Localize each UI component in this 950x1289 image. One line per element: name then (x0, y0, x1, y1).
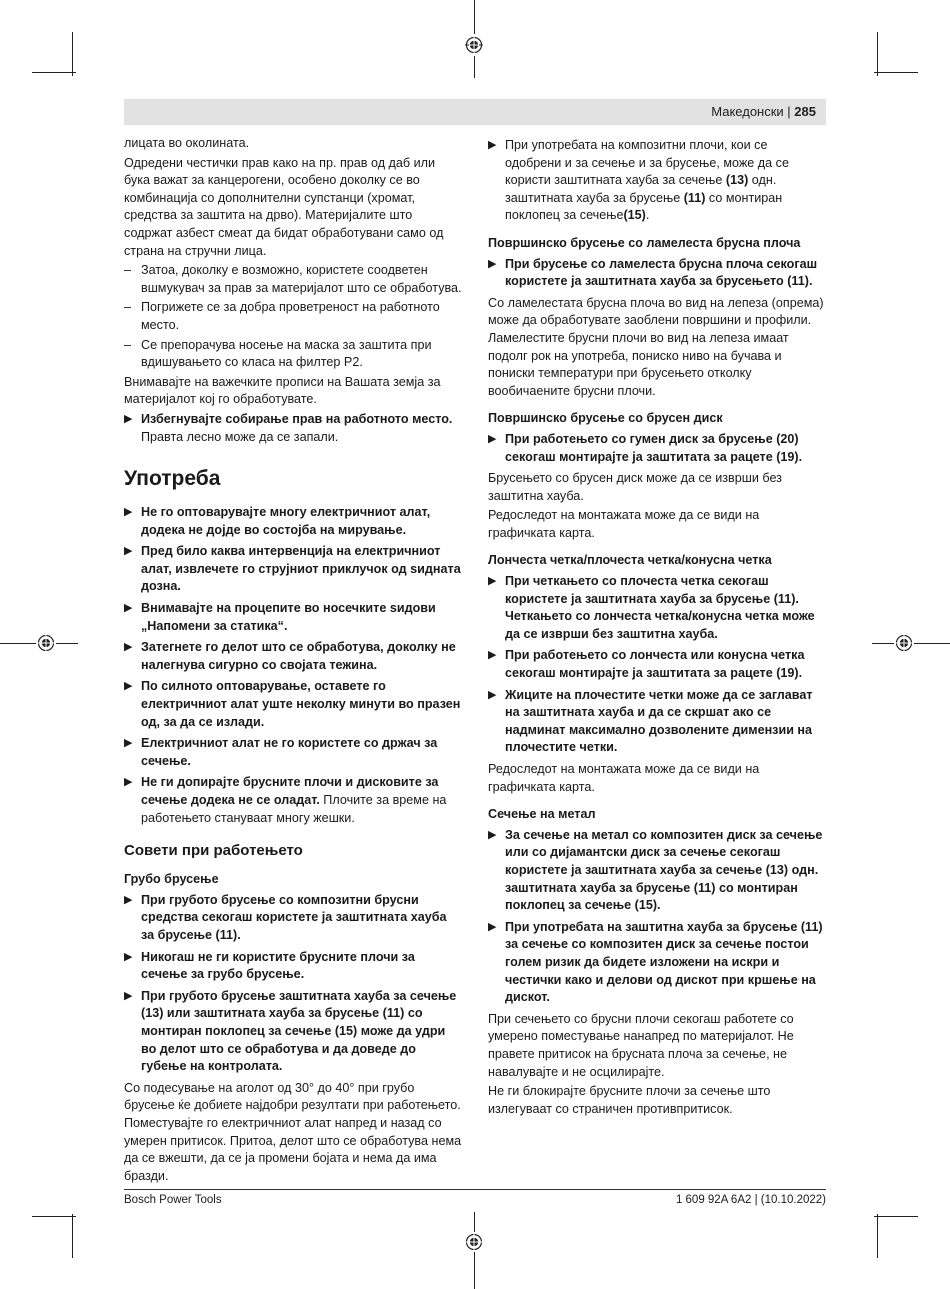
crop-mark (474, 1252, 475, 1289)
bullet-bold-text: При работењето со гумен диск за брусење (20) секогаш монтирајте ја заштитата за рацете (19). (505, 431, 803, 464)
minor-heading: Лончеста четка/плочеста четка/конусна четка (488, 553, 772, 568)
registration-mark-icon (465, 1233, 483, 1251)
bullet-bold-text: Внимавајте на процепите во носечките ѕидови „Напомени за статика“. (141, 601, 436, 633)
dash-item: – Се препорачува носење на маска за заштита при вдишувањето со класа на филтер P2. (124, 337, 462, 372)
footer-rule (124, 1189, 826, 1190)
bullet-bold-text: Не го оптоварувајте многу електричниот алат, додека не дојде во состојба на мирување. (141, 505, 431, 537)
minor-heading: Површинско брусење со ламелеста брусна плоча (488, 235, 801, 250)
bullet-bold-text: При грубото брусење со композитни брусни средства секогаш користете ја заштитната хауба за брусење (11). (141, 892, 447, 942)
triangle-right-icon: ▶ (488, 688, 497, 701)
bullet-item (488, 256, 826, 291)
triangle-right-icon: ▶ (488, 432, 497, 445)
paragraph: Брусењето со брусен диск може да се изврши без заштитна хауба. (488, 471, 782, 503)
triangle-right-icon: ▶ (488, 649, 497, 662)
triangle-right-icon: ▶ (124, 776, 133, 789)
paragraph: Внимавајте на важечките прописи на Вашата земја за материјалот кој го обработувате. (124, 374, 441, 407)
bullet-bold-text: Затегнете го делот што се обработува, доколку не налегнува сигурно со својата тежина. (141, 640, 456, 672)
bullet-bold-text: Избегнувајте собирање прав на работното место. (141, 411, 453, 426)
crop-mark (0, 643, 36, 644)
triangle-right-icon: ▶ (124, 641, 133, 654)
crop-mark (32, 1216, 76, 1217)
crop-mark (874, 72, 918, 73)
right-column (488, 135, 826, 1120)
minor-heading: Површинско брусење со брусен диск (488, 411, 723, 426)
part-number: (15) (623, 208, 646, 223)
crop-mark (72, 32, 73, 76)
minor-heading: Грубо брусење (124, 872, 219, 887)
triangle-right-icon: ▶ (124, 737, 133, 750)
bullet-bold-text: При употребата на заштитна хауба за брусење (11) за сечење со композитен диск за сечење постои голем ризик да бидете изложени на искри и честички како и делови од дискот при кршење на дискот. (505, 919, 823, 1005)
crop-mark (877, 1214, 878, 1258)
bullet-bold-text: Жиците на плочестите четки може да се заглават на заштитната хауба и да се скршат ако се надминат максимално дозволените димензии на плочестите четки. (505, 687, 813, 755)
triangle-right-icon: ▶ (488, 575, 497, 588)
crop-mark (877, 32, 878, 76)
bullet-text: со монтиран поклопец за сечење (505, 190, 783, 223)
paragraph: Редоследот на монтажата може да се види на графичката карта. (488, 762, 760, 794)
paragraph: лицата во околината. (124, 136, 250, 150)
bullet-bold-text: Пред било каква интервенција на електричниот алат, извлечете го струјниот приклучок од ѕидната дозна. (141, 544, 461, 594)
bullet-item (124, 949, 462, 984)
subsection-heading: Совети при работењето (124, 842, 303, 860)
registration-mark-icon (895, 634, 913, 652)
part-number: (11) (683, 190, 706, 205)
triangle-right-icon: ▶ (124, 680, 133, 693)
triangle-right-icon: ▶ (488, 920, 497, 933)
part-number: (13) (725, 173, 749, 188)
crop-mark (474, 56, 475, 78)
bullet-item (124, 639, 462, 674)
page-number: 285 (794, 104, 816, 119)
bullet-bold-text: При брусење со ламелеста брусна плоча секогаш користете ја заштитната хауба за брусењето (11). (505, 256, 818, 289)
section-heading: Употреба (124, 467, 221, 491)
bullet-item (124, 543, 462, 596)
registration-mark-icon (465, 36, 483, 54)
triangle-right-icon: ▶ (488, 257, 497, 270)
bullet-item (488, 573, 826, 643)
bullet-item (124, 892, 462, 945)
bullet-item (488, 919, 826, 1007)
bullet-item (488, 431, 826, 466)
triangle-right-icon: ▶ (488, 139, 497, 151)
triangle-right-icon: ▶ (124, 950, 133, 963)
bullet-item (124, 678, 462, 731)
bullet-item (124, 504, 462, 539)
triangle-right-icon: ▶ (124, 545, 133, 558)
bullet-text: одн. заштитната хауба за брусење (505, 173, 777, 205)
crop-mark (32, 72, 76, 73)
triangle-right-icon: ▶ (124, 506, 133, 519)
triangle-right-icon: ▶ (488, 828, 497, 841)
bullet-item (488, 137, 826, 225)
bullet-item (488, 647, 826, 682)
bullet-text: При употребата на композитни плочи, кои се одобрени и за сечење и за брусење, може да се користи заштитната хауба за сечење (505, 138, 789, 188)
paragraph: При сечењето со брусни плочи секогаш работете со умерено поместување нанапред по материјалот. Не правете притисок на брусната плоча за сечење, не навалувајте и не осцилирајте. (488, 1011, 794, 1079)
crop-mark (474, 1212, 475, 1232)
bullet-bold-text: По силното оптоварување, оставете го електричниот алат уште неколку минути во празен од, за да се излади. (141, 679, 461, 729)
bullet-text: Правта лесно може да се запали. (141, 429, 339, 444)
crop-mark (874, 1216, 918, 1217)
paragraph: Одредени честички прав како на пр. прав од даб или бука важат за канцерогени, особено доколку се во комбинација со дополнителни супстанци (хромат, средства за заштита на дрво). Материјалите што содржат азбест смеат да бидат обработувани само од страна на стручни лица. (124, 155, 444, 258)
paragraph: Не ги блокирајте брусните плочи за сечење што излегуваат со страничен противпритисок. (488, 1084, 771, 1116)
page-header (124, 99, 826, 125)
bullet-text: Плочите за време на работењето стануваат многу жешки. (141, 793, 447, 825)
crop-mark (56, 643, 78, 644)
bullet-item (124, 735, 462, 770)
footer-brand: Bosch Power Tools (124, 1194, 222, 1206)
footer-docref: 1 609 92A 6A2 | (10.10.2022) (675, 1194, 826, 1206)
triangle-right-icon: ▶ (124, 412, 133, 425)
bullet-bold-text: За сечење на метал со композитен диск за сечење или со дијамантски диск за сечење секогаш користете ја заштитната хауба за сечење (13) одн. заштитната хауба за брусење (11) со монтиран поклопец за сечење (15). (505, 827, 823, 913)
bullet-item (124, 600, 462, 635)
crop-mark (72, 1214, 73, 1258)
triangle-right-icon: ▶ (124, 602, 133, 615)
crop-mark (872, 643, 894, 644)
bullet-item (124, 774, 462, 827)
bullet-bold-text: Електричниот алат не го користете со држач за сечење. (141, 736, 438, 768)
bullet-item (124, 411, 462, 446)
bullet-item (488, 827, 826, 915)
paragraph: Со ламелестата брусна плоча во вид на лепеза (опрема) може да обработувате заоблени површини и профили. Ламелестите брусни плочи во вид на лепеза имаат подолг рок на употреба, пониско ниво на бучава и пониски температури при брусењето отколку вообичаените брусни плочи. (488, 295, 824, 398)
crop-mark (914, 643, 950, 644)
paragraph: Редоследот на монтажата може да се види на графичката карта. (488, 508, 760, 540)
header-text: Македонски | 285 (711, 104, 816, 119)
registration-mark-icon (37, 634, 55, 652)
bullet-bold-text: При грубото брусење заштитната хауба за сечење (13) или заштитната хауба за брусење (11) со монтиран поклопец за сечење (15) може да удри во делот што се обработува и да доведе до губење на контролата. (141, 988, 457, 1074)
bullet-bold-text: Не ги допирајте брусните плочи и дисковите за сечење додека не се оладат. (141, 775, 439, 807)
triangle-right-icon: ▶ (124, 989, 133, 1002)
bullet-bold-text: При работењето со лончеста или конусна четка секогаш монтирајте ја заштитата за рацете (19). (505, 648, 805, 681)
left-column (124, 135, 462, 1187)
bullet-item (488, 687, 826, 757)
bullet-item (124, 988, 462, 1076)
header-language: Македонски (711, 104, 784, 119)
crop-mark (474, 0, 475, 34)
paragraph: Со подесување на аголот од 30° до 40° при грубо брусење ќе добиете најдобри резултати при работењето. Поместувајте го електричниот алат напред и назад со умерен притисок. Притоа, делот што се обработува нема да се вжешти, да се ја промени бојата и нема да има бразди. (124, 1080, 462, 1183)
triangle-right-icon: ▶ (124, 893, 133, 906)
bullet-text: . (645, 208, 650, 223)
dash-item: – Затоа, доколку е возможно, користете соодветен вшмукувач за прав за материјалот што се обработува. (124, 262, 462, 297)
dash-item: – Погрижете се за добра проветреност на работното место. (124, 299, 462, 334)
minor-heading: Сечење на метал (488, 807, 596, 822)
bullet-bold-text: Никогаш не ги користите брусните плочи за сечење за грубо брусење. (141, 949, 415, 982)
bullet-bold-text: При четкањето со плочеста четка секогаш користете ја заштитната хауба за брусење (11). Четкањето со лончеста четка/конусна четка може да се изврши без заштитна хауба. (505, 574, 815, 641)
